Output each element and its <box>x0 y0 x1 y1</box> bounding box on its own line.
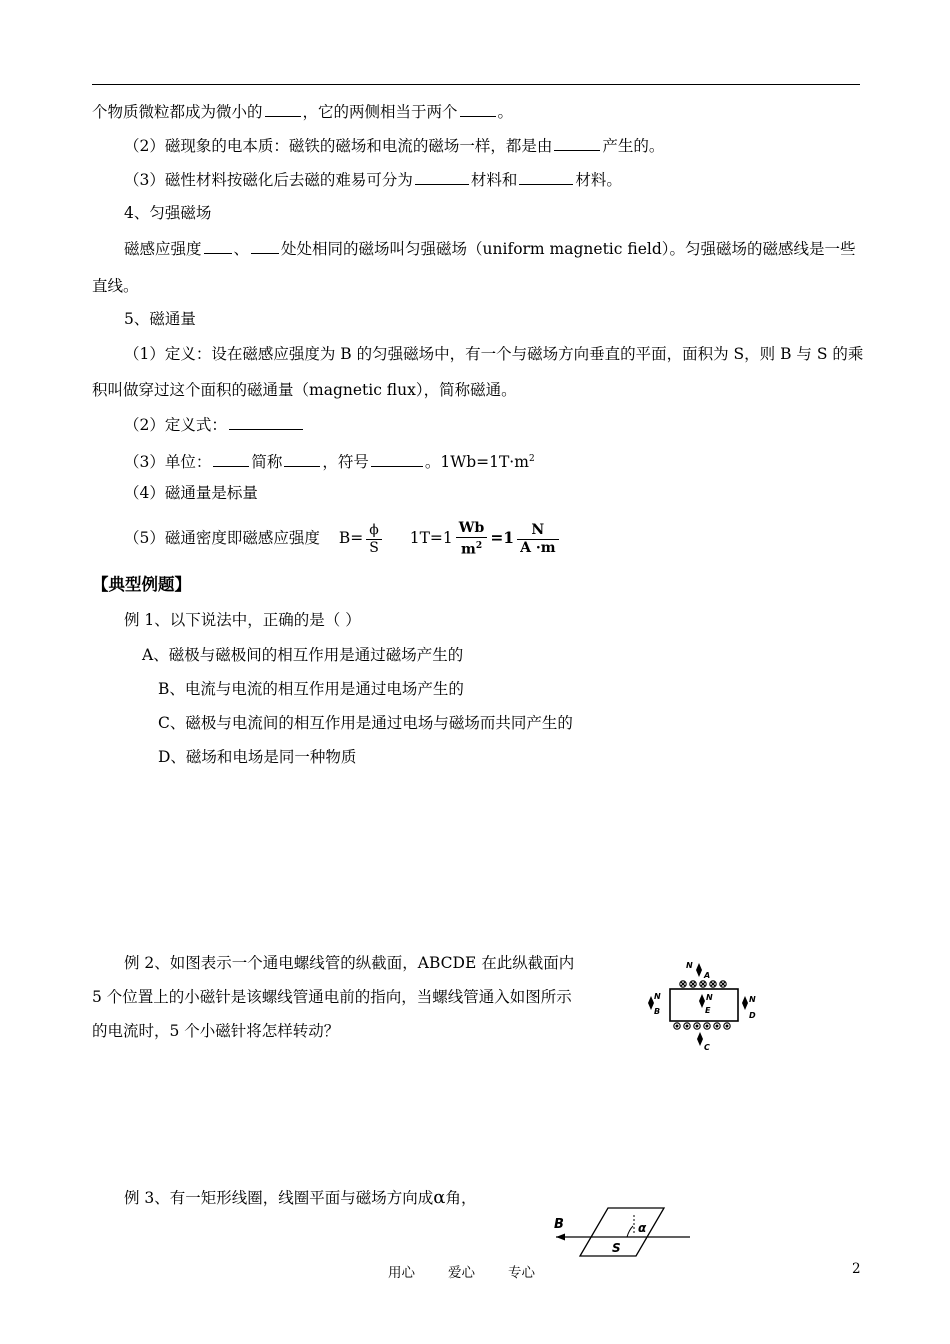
text: 角， <box>445 1189 477 1207</box>
fill-blank <box>371 451 423 467</box>
bottom-current-row <box>674 1023 730 1029</box>
superscript: 2 <box>475 540 483 551</box>
top-current-row <box>680 981 726 987</box>
example-1-option-d: D、磁场和电场是同一种物质 <box>158 748 357 766</box>
footer-right: 专心 <box>508 1265 535 1281</box>
paragraph-line-6: 直线。 <box>92 277 139 295</box>
label-n: N <box>749 995 756 1004</box>
compass-needle-e <box>699 993 713 1015</box>
compass-needle-a <box>686 961 710 980</box>
label-b: B <box>654 1007 661 1016</box>
header-rule <box>92 84 860 85</box>
label-n: N <box>654 992 661 1001</box>
fill-blank <box>204 238 232 254</box>
coil-figure <box>550 1206 695 1258</box>
field-arrow-head <box>556 1234 565 1241</box>
text: 、 <box>233 240 250 258</box>
paragraph-line-3 <box>124 169 622 190</box>
text: 简称 <box>251 453 283 472</box>
fill-blank <box>265 101 301 117</box>
fraction-wb-over-m2 <box>456 520 488 559</box>
label-a: A <box>704 971 711 980</box>
text: 磁感应强度 <box>124 240 202 258</box>
example-3-line-1 <box>124 1188 476 1208</box>
coil-plane <box>580 1208 664 1256</box>
text: 材料和 <box>470 171 518 189</box>
paragraph-line-2 <box>124 135 664 156</box>
formula-b: B= <box>338 529 364 547</box>
fraction-n-over-am <box>517 522 558 557</box>
compass-needle-b <box>648 992 661 1016</box>
text: 个物质微粒都成为微小的 <box>92 103 263 121</box>
text: 。1Wb=1T·m <box>424 453 529 472</box>
label-s: S <box>612 1241 621 1255</box>
angle-arc <box>627 1226 633 1237</box>
numerator: N <box>517 522 558 540</box>
compass-needle-d <box>742 995 756 1020</box>
footer-middle: 爱心 <box>448 1265 475 1281</box>
denominator: S <box>369 539 379 556</box>
fill-blank <box>554 135 600 151</box>
footer-left: 用心 <box>388 1265 415 1281</box>
paragraph-line-10 <box>124 449 535 472</box>
label-e: E <box>705 1006 711 1015</box>
example-2-line-3: 的电流时，5 个小磁针将怎样转动？ <box>92 1022 340 1040</box>
alpha-symbol: α <box>433 1187 446 1208</box>
paragraph-line-11: （4）磁通量是标量 <box>124 484 258 502</box>
denominator <box>456 538 488 559</box>
label-n: N <box>686 961 693 970</box>
denominator: A ·m <box>520 539 556 556</box>
superscript: 2 <box>528 454 535 464</box>
text: （5）磁通密度即磁感应强度 <box>124 529 320 547</box>
fill-blank <box>519 169 573 185</box>
page-number: 2 <box>852 1261 861 1277</box>
formula-eq: =1 <box>490 528 515 547</box>
solenoid-figure <box>636 958 766 1058</box>
example-1-question: 例 1、以下说法中，正确的是（ ） <box>124 611 361 629</box>
examples-title: 【典型例题】 <box>92 575 191 594</box>
text: 。 <box>497 103 514 121</box>
text: （3）单位： <box>124 453 212 472</box>
text: 材料。 <box>575 171 622 189</box>
text: 产生的。 <box>602 137 665 155</box>
paragraph-line-8: 积叫做穿过这个面积的磁通量（magnetic flux），简称磁通。 <box>92 381 517 399</box>
example-2-line-1: 例 2、如图表示一个通电螺线管的纵截面，ABCDE 在此纵截面内 <box>124 954 575 972</box>
label-n: N <box>706 993 713 1002</box>
example-1-option-a: A、磁极与磁极间的相互作用是通过磁场产生的 <box>142 646 464 664</box>
text: （2）磁现象的电本质：磁铁的磁场和电流的磁场一样，都是由 <box>124 137 553 155</box>
text: （3）磁性材料按磁化后去磁的难易可分为 <box>124 171 413 189</box>
fraction-phi-over-s <box>366 522 382 557</box>
formula-t: 1T=1 <box>409 529 453 547</box>
paragraph-line-1 <box>92 101 513 122</box>
denominator-text: m <box>461 541 476 558</box>
paragraph-line-12 <box>124 516 562 560</box>
paragraph-line-7: （1）定义：设在磁感应强度为 B 的匀强磁场中，有一个与磁场方向垂直的平面，面积为 S，则 B 与 S 的乘 <box>124 345 864 363</box>
example-2-line-2: 5 个位置上的小磁针是该螺线管通电前的指向，当螺线管通入如图所示 <box>92 988 572 1006</box>
label-d: D <box>749 1011 756 1020</box>
text: 处处相同的磁场叫匀强磁场（uniform magnetic field）。匀强磁场的磁感线是一些 <box>281 240 856 258</box>
paragraph-line-5 <box>124 238 856 259</box>
fill-blank <box>251 238 279 254</box>
text: ，符号 <box>322 453 369 472</box>
example-1-option-c: C、磁极与电流间的相互作用是通过电场与磁场而共同产生的 <box>158 714 573 732</box>
numerator: Wb <box>456 520 488 538</box>
section-5-title: 5、磁通量 <box>124 310 196 328</box>
label-alpha: α <box>638 1221 647 1235</box>
text: （2）定义式： <box>124 416 227 434</box>
section-4-title: 4、匀强磁场 <box>124 204 212 222</box>
label-b: B <box>554 1217 564 1232</box>
fill-blank <box>213 451 249 467</box>
fill-blank <box>229 414 303 430</box>
text: 例 3、有一矩形线圈，线圈平面与磁场方向成 <box>124 1189 434 1207</box>
solenoid-body <box>670 989 738 1021</box>
fill-blank <box>460 101 496 117</box>
compass-needle-c <box>697 1032 710 1052</box>
fill-blank <box>284 451 320 467</box>
label-c: C <box>704 1043 710 1052</box>
text: ，它的两侧相当于两个 <box>302 103 458 121</box>
fill-blank <box>415 169 469 185</box>
numerator: ϕ <box>366 522 382 540</box>
paragraph-line-9 <box>124 414 305 435</box>
example-1-option-b: B、电流与电流的相互作用是通过电场产生的 <box>158 680 464 698</box>
